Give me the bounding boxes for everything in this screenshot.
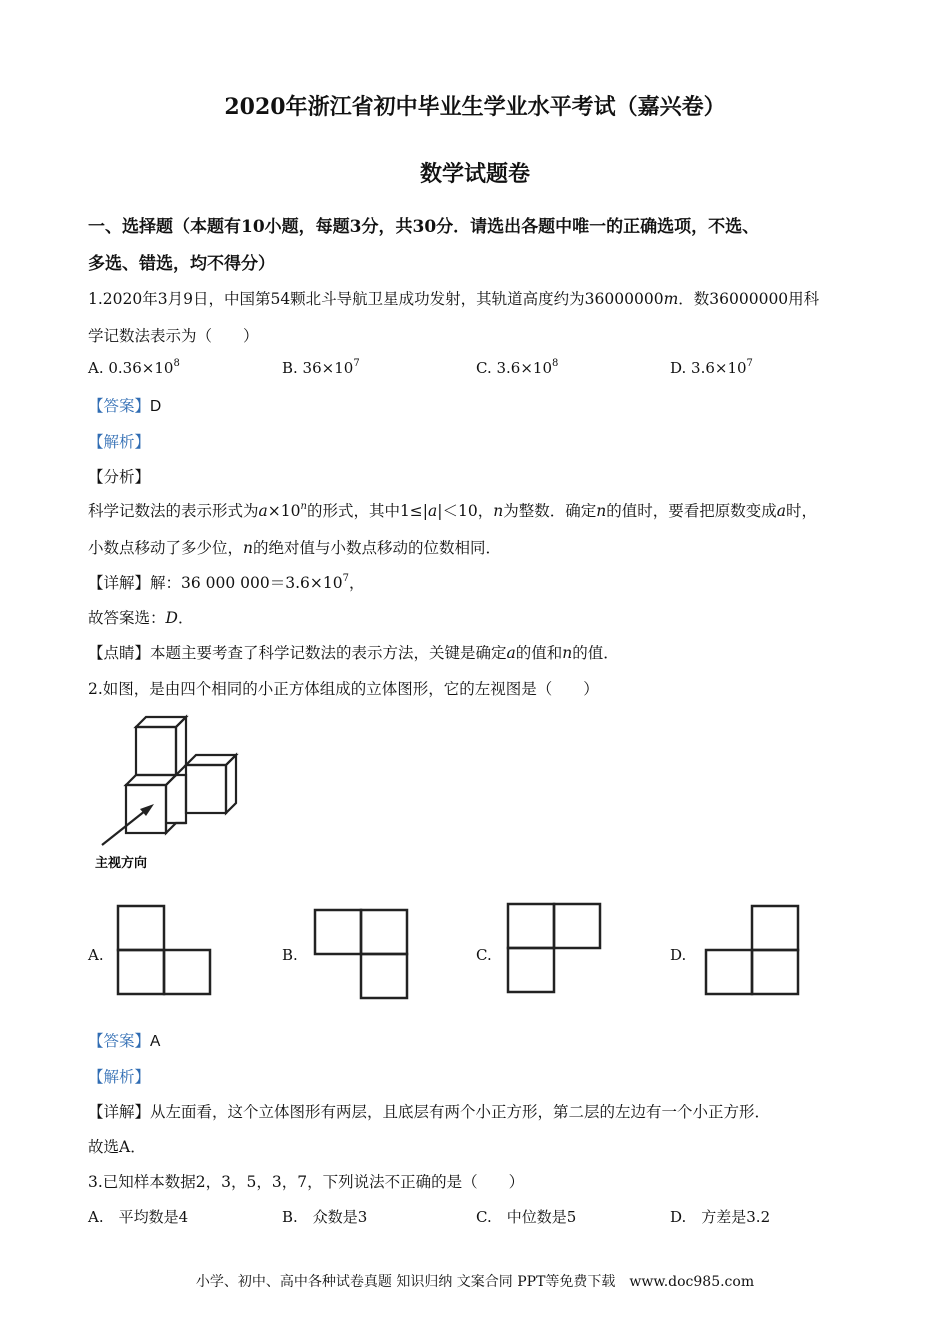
q2-answer: 【答案】A: [88, 1032, 161, 1050]
q1-option-c: C. $3.6\times 10^8$: [476, 358, 559, 377]
q2-analysis-tag: 【解析】: [88, 1068, 151, 1086]
q2-option-a-figure: [115, 904, 215, 996]
q2-option-a-label: A.: [88, 946, 104, 964]
q1-choose: 故答案选：D．: [88, 609, 194, 627]
q1-option-a: A. $0.36\times 10^8$: [88, 358, 180, 377]
section-heading-line1: 一、选择题（本题有10小题，每题3分，共30分．请选出各题中唯一的正确选项，不选、: [88, 217, 760, 237]
q2-stem: 2.如图，是由四个相同的小正方体组成的立体图形，它的左视图是（ ）: [88, 680, 599, 698]
q2-option-b-label: B.: [282, 946, 298, 964]
q2-option-b-figure: [312, 908, 412, 1000]
q1-fenxi-tag: 【分析】: [88, 468, 151, 486]
q3-stem: 3.已知样本数据2，3，5，3，7，下列说法不正确的是（ ）: [88, 1173, 525, 1191]
section-heading-line2: 多选、错选，均不得分）: [88, 254, 275, 274]
q1-stem-line1: 1.2020年3月9日，中国第54颗北斗导航卫星成功发射，其轨道高度约为36000000m．数36000000用科: [88, 290, 820, 308]
q2-option-c-label: C.: [476, 946, 492, 964]
q3-option-c: C. 中位数是5: [476, 1208, 577, 1226]
q2-option-d-label: D.: [670, 946, 687, 964]
q2-cube-figure: [88, 712, 248, 872]
q3-option-a: A. 平均数是4: [88, 1208, 189, 1226]
q1-option-d: D. $3.6\times 10^7$: [670, 358, 753, 377]
q2-figure-caption: 主视方向: [95, 856, 148, 871]
page-subtitle: 数学试题卷: [419, 161, 530, 187]
q2-choose: 故选A．: [88, 1138, 146, 1156]
q2-detail: 【详解】从左面看，这个立体图形有两层，且底层有两个小正方形，第二层的左边有一个小正方形．: [88, 1103, 771, 1121]
q2-option-c-figure: [505, 902, 605, 994]
page-title: 2020年浙江省初中毕业生学业水平考试（嘉兴卷）: [224, 94, 726, 120]
page-footer: 小学、初中、高中各种试卷真题 知识归纳 文案合同 PPT等免费下载 www.doc985.com: [195, 1274, 755, 1290]
q1-analysis-tag: 【解析】: [88, 433, 151, 451]
q3-option-d: D. 方差是3.2: [670, 1208, 771, 1226]
q1-option-b: B. $36\times 10^7$: [282, 358, 360, 377]
q1-fenxi-line2: 小数点移动了多少位，n的绝对值与小数点移动的位数相同．: [88, 539, 502, 557]
q1-stem-line2: 学记数法表示为（ ）: [88, 327, 259, 345]
q1-fenxi-line1: 科学记数法的表示形式为$a\times 10^n$的形式，其中1≤|a|＜10，n为整数．确定n的值时，要看把原数变成a时，: [88, 501, 817, 520]
q3-option-b: B. 众数是3: [282, 1208, 368, 1226]
q1-answer: 【答案】D: [88, 397, 162, 415]
q1-dianjing: 【点睛】本题主要考查了科学记数法的表示方法，关键是确定a的值和n的值．: [88, 644, 619, 662]
q1-detail: 【详解】解：36 000 $000=3.6\times 10^7$，: [88, 573, 365, 592]
q2-option-d-figure: [703, 904, 803, 996]
